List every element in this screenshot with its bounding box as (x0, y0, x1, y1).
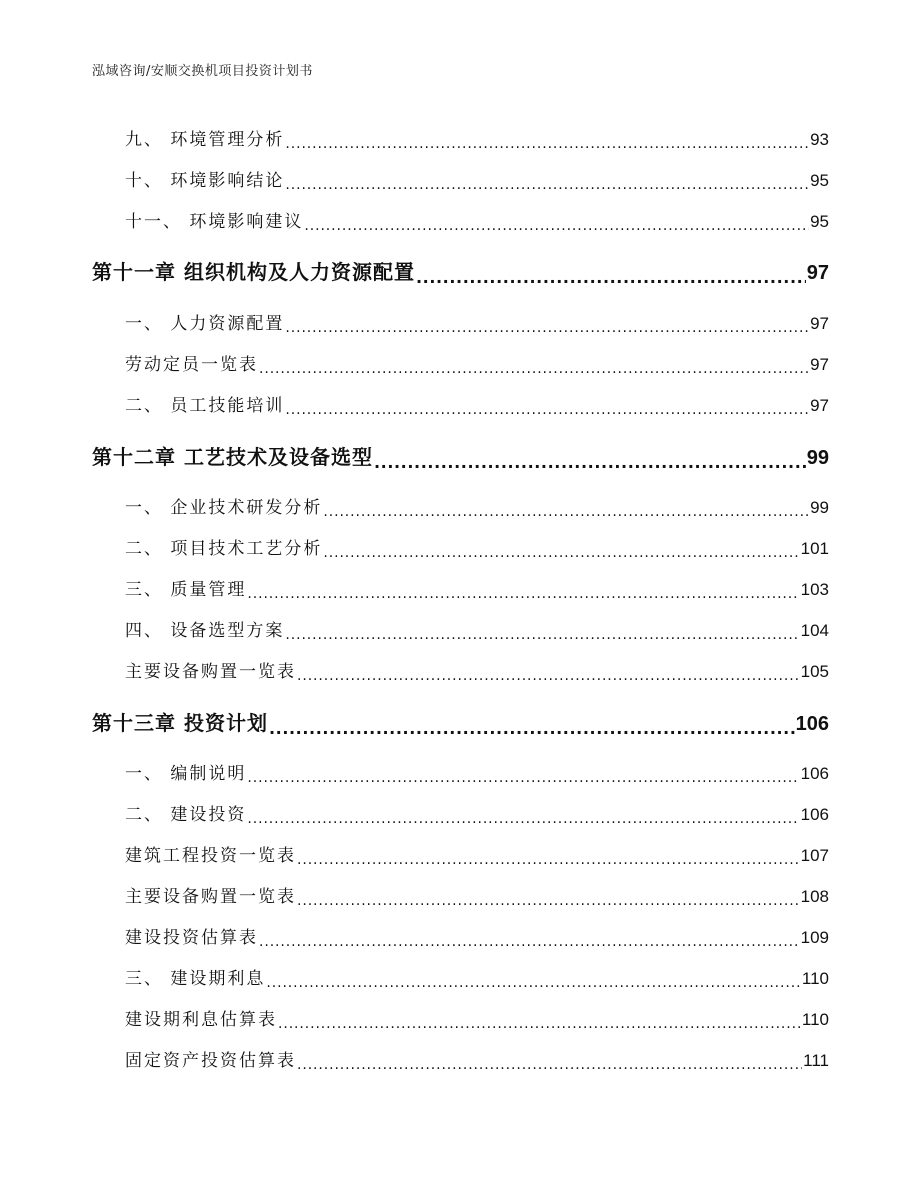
toc-entry[interactable] (125, 575, 829, 600)
toc-entry-label: 四、 设备选型方案 (125, 621, 285, 641)
toc-entry[interactable] (125, 1005, 829, 1030)
toc-entry-page: 110 (801, 1010, 829, 1029)
toc-entry-page: 105 (800, 662, 829, 681)
toc-leader-dots (297, 849, 800, 866)
toc-entry-page: 97 (810, 396, 829, 415)
toc-chapter-entry[interactable] (92, 707, 829, 736)
toc-leader-dots (247, 583, 799, 600)
toc-chapter-label: 第十三章 投资计划 (92, 711, 268, 735)
toc-entry-page: 110 (801, 969, 829, 988)
toc-chapter-entry[interactable] (92, 441, 829, 470)
toc-leader-dots (269, 716, 795, 736)
toc-leader-dots (285, 174, 809, 191)
toc-entry-label: 二、 项目技术工艺分析 (125, 539, 323, 559)
toc-leader-dots (304, 215, 809, 232)
toc-entry[interactable] (125, 964, 829, 989)
toc-entry[interactable] (125, 657, 829, 682)
toc-entry-page: 106 (800, 805, 829, 824)
toc-entry-page: 108 (800, 887, 829, 906)
toc-entry-label: 劳动定员一览表 (125, 355, 258, 375)
toc-entry[interactable] (125, 350, 829, 375)
toc-chapter-page: 97 (806, 262, 829, 284)
document-header: 泓域咨询/安顺交换机项目投资计划书 (92, 64, 313, 79)
toc-entry-label: 主要设备购置一览表 (125, 662, 296, 682)
toc-leader-dots (259, 358, 809, 375)
toc-entry[interactable] (125, 309, 829, 334)
toc-entry-label: 一、 编制说明 (125, 764, 247, 784)
toc-chapter-page: 99 (806, 447, 829, 469)
toc-entry[interactable] (125, 800, 829, 825)
toc-entry[interactable] (125, 125, 829, 150)
toc-leader-dots (416, 265, 806, 285)
toc-entry-page: 99 (810, 498, 829, 517)
toc-entry-page: 97 (810, 355, 829, 374)
toc-chapter-label: 第十一章 组织机构及人力资源配置 (92, 260, 415, 284)
toc-leader-dots (247, 767, 799, 784)
toc-entry-page: 95 (810, 212, 829, 231)
toc-entry[interactable] (125, 493, 829, 518)
toc-entry-page: 97 (810, 314, 829, 333)
toc-chapter-label: 第十二章 工艺技术及设备选型 (92, 445, 373, 469)
toc-entry[interactable] (125, 534, 829, 559)
toc-leader-dots (374, 450, 806, 470)
toc-entry-page: 111 (803, 1051, 829, 1070)
toc-chapter-entry[interactable] (92, 256, 829, 285)
toc-entry-label: 十、 环境影响结论 (125, 171, 285, 191)
toc-entry[interactable] (125, 1046, 829, 1071)
toc-entry-label: 建筑工程投资一览表 (125, 846, 296, 866)
toc-leader-dots (323, 542, 799, 559)
toc-entry-page: 103 (800, 580, 829, 599)
toc-entry-label: 二、 建设投资 (125, 805, 247, 825)
toc-leader-dots (285, 317, 809, 334)
toc-entry[interactable] (125, 166, 829, 191)
toc-entry-page: 95 (810, 171, 829, 190)
toc-leader-dots (285, 399, 809, 416)
toc-entry[interactable] (125, 391, 829, 416)
toc-entry-label: 建设期利息估算表 (125, 1010, 277, 1030)
toc-leader-dots (285, 624, 799, 641)
toc-leader-dots (247, 808, 799, 825)
toc-entry[interactable] (125, 207, 829, 232)
toc-entry-label: 主要设备购置一览表 (125, 887, 296, 907)
toc-leader-dots (297, 890, 800, 907)
toc-entry-label: 建设投资估算表 (125, 928, 258, 948)
toc-leader-dots (297, 1054, 802, 1071)
toc-entry-page: 101 (800, 539, 829, 558)
toc-leader-dots (278, 1013, 801, 1030)
toc-entry-label: 十一、 环境影响建议 (125, 212, 304, 232)
toc-leader-dots (266, 972, 800, 989)
toc-chapter-page: 106 (795, 713, 829, 735)
toc-entry-label: 二、 员工技能培训 (125, 396, 285, 416)
toc-entry-page: 107 (800, 846, 829, 865)
toc-entry-page: 106 (800, 764, 829, 783)
toc-leader-dots (297, 665, 800, 682)
toc-leader-dots (323, 501, 809, 518)
toc-entry-label: 一、 人力资源配置 (125, 314, 285, 334)
toc-entry-label: 一、 企业技术研发分析 (125, 498, 323, 518)
toc-entry-label: 三、 建设期利息 (125, 969, 266, 989)
toc-entry[interactable] (125, 759, 829, 784)
toc-entry-label: 固定资产投资估算表 (125, 1051, 296, 1071)
toc-entry-page: 109 (800, 928, 829, 947)
toc-entry-page: 104 (800, 621, 829, 640)
toc-entry-page: 93 (810, 130, 829, 149)
toc-leader-dots (285, 133, 809, 150)
toc-entry[interactable] (125, 923, 829, 948)
toc-entry-label: 九、 环境管理分析 (125, 130, 285, 150)
toc-leader-dots (259, 931, 800, 948)
toc-entry[interactable] (125, 882, 829, 907)
toc-entry[interactable] (125, 616, 829, 641)
toc-entry-label: 三、 质量管理 (125, 580, 247, 600)
toc-entry[interactable] (125, 841, 829, 866)
